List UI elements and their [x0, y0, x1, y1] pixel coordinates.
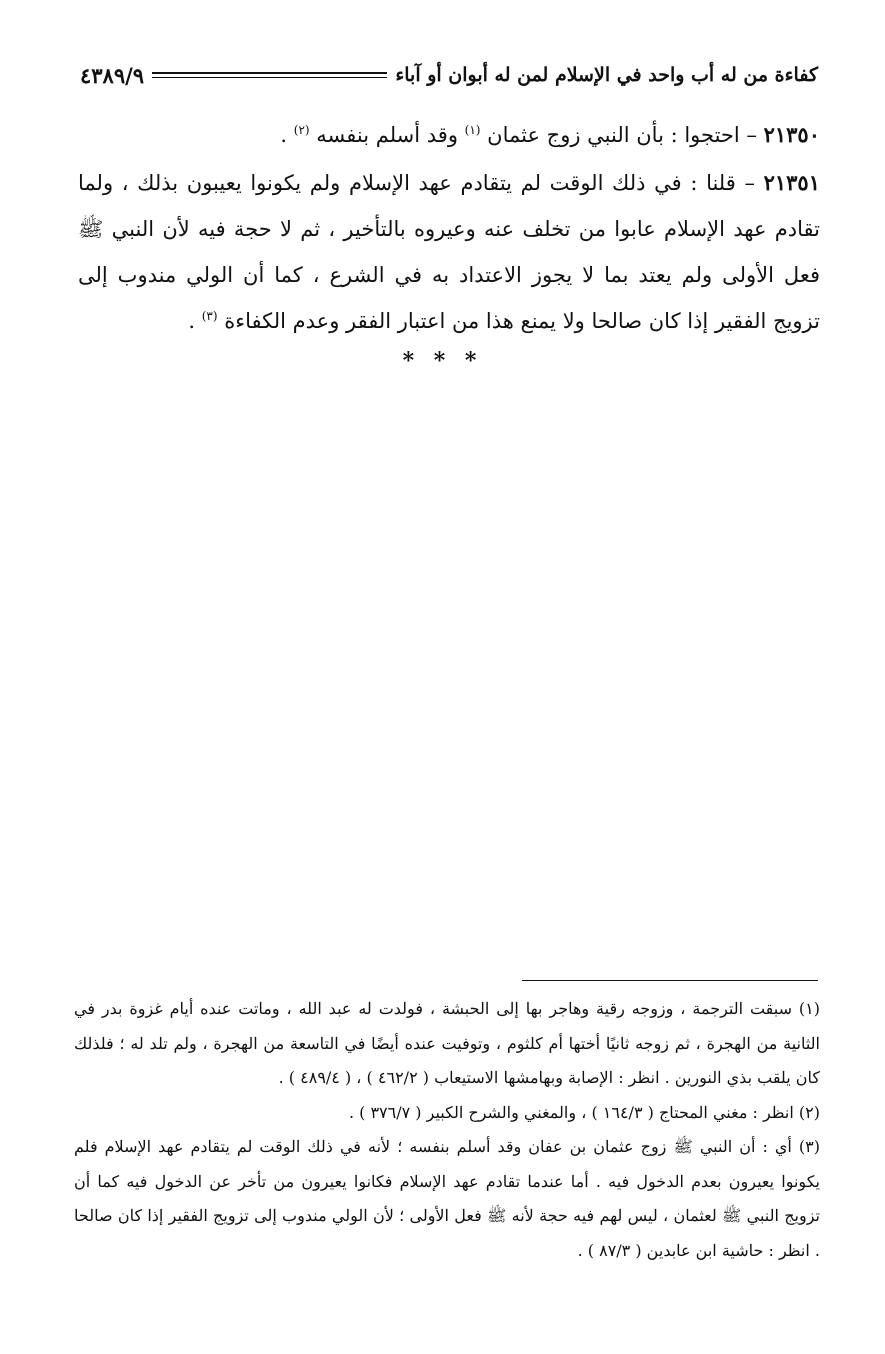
- paragraph-21350: [78, 112, 820, 158]
- paragraph-text: – قلنا : في ذلك الوقت لم يتقادم عهد الإسلام ولم يكونوا يعيبون بذلك ، ولما تقادم عهد الإسلام عابوا من تخلف عنه وعيروه بالتأخير ، ثم لا حجة فيه لأن النبي ﷺ فعل الأولى ولم يعتد بما لا يجوز الاعتداد به في الشرع ، كما أن الولي مندوب إلى تزويج الفقير إذا كان صالحا ولا يمنع هذا من اعتبار الفقر وعدم الكفاءة: [78, 171, 820, 333]
- paragraph-end: .: [280, 123, 294, 147]
- header-rule: [152, 72, 387, 78]
- paragraph-number: ٢١٣٥٠: [763, 122, 820, 147]
- footnote-2: (٢) انظر : مغني المحتاج ( ١٦٤/٣ ) ، والمغني والشرح الكبير ( ٣٧٦/٧ ) .: [348, 1102, 820, 1122]
- section-separator: * * *: [402, 348, 483, 374]
- running-title: كفاءة من له أب واحد في الإسلام لمن له أبوان أو آباء: [395, 64, 818, 86]
- footnotes: [74, 992, 820, 1268]
- running-header: [80, 56, 818, 94]
- paragraph-21351: [78, 160, 820, 344]
- footnote-marker: (١): [464, 123, 481, 137]
- footnote-1: (١) سبقت الترجمة ، وزوجه رقية وهاجر بها إلى الحبشة ، فولدت له عبد الله ، وماتت عنده أيام غزوة بدر في الثانية من الهجرة ، ثم زوجه ثانيًا أختها أم كلثوم ، وتوفيت عنده أيضًا في التاسعة من الهجرة ، ولم تلد له ؛ فلذلك كان يلقب بذي النورين . انظر : الإصابة وبهامشها الاستيعاب ( ٤٦٢/٢ ) ، ( ٤٨٩/٤ ) .: [74, 999, 821, 1087]
- page-reference: ٤٣٨٩/٩: [80, 62, 145, 88]
- footnote-3: (٣) أي : أن النبي ﷺ زوج عثمان بن عفان وقد أسلم بنفسه ؛ لأنه في ذلك الوقت لم يتقادم عهد الإسلام فلم يكونوا يعيرون بعدم الدخول فيه . أما عندما تقادم عهد الإسلام فكانوا يعيرون من تأخر عن الدخول فيه كما أن تزويج النبي ﷺ لعثمان ، ليس لهم فيه حجة لأنه ﷺ فعل الأولى ؛ لأن الولي مندوب إلى تزويج الفقير إذا كان صالحا . انظر : حاشية ابن عابدين ( ٨٧/٣ ) .: [74, 1137, 821, 1260]
- footnote-divider: [522, 980, 818, 981]
- footnote-marker: (٢): [293, 123, 310, 137]
- paragraph-text: – احتجوا : بأن النبي زوج عثمان: [480, 123, 764, 147]
- main-text: [78, 112, 820, 346]
- footnote-marker: (٣): [201, 309, 218, 323]
- paragraph-number: ٢١٣٥١: [763, 170, 820, 195]
- paragraph-end: .: [188, 309, 202, 333]
- paragraph-text-continued: وقد أسلم بنفسه: [309, 123, 465, 147]
